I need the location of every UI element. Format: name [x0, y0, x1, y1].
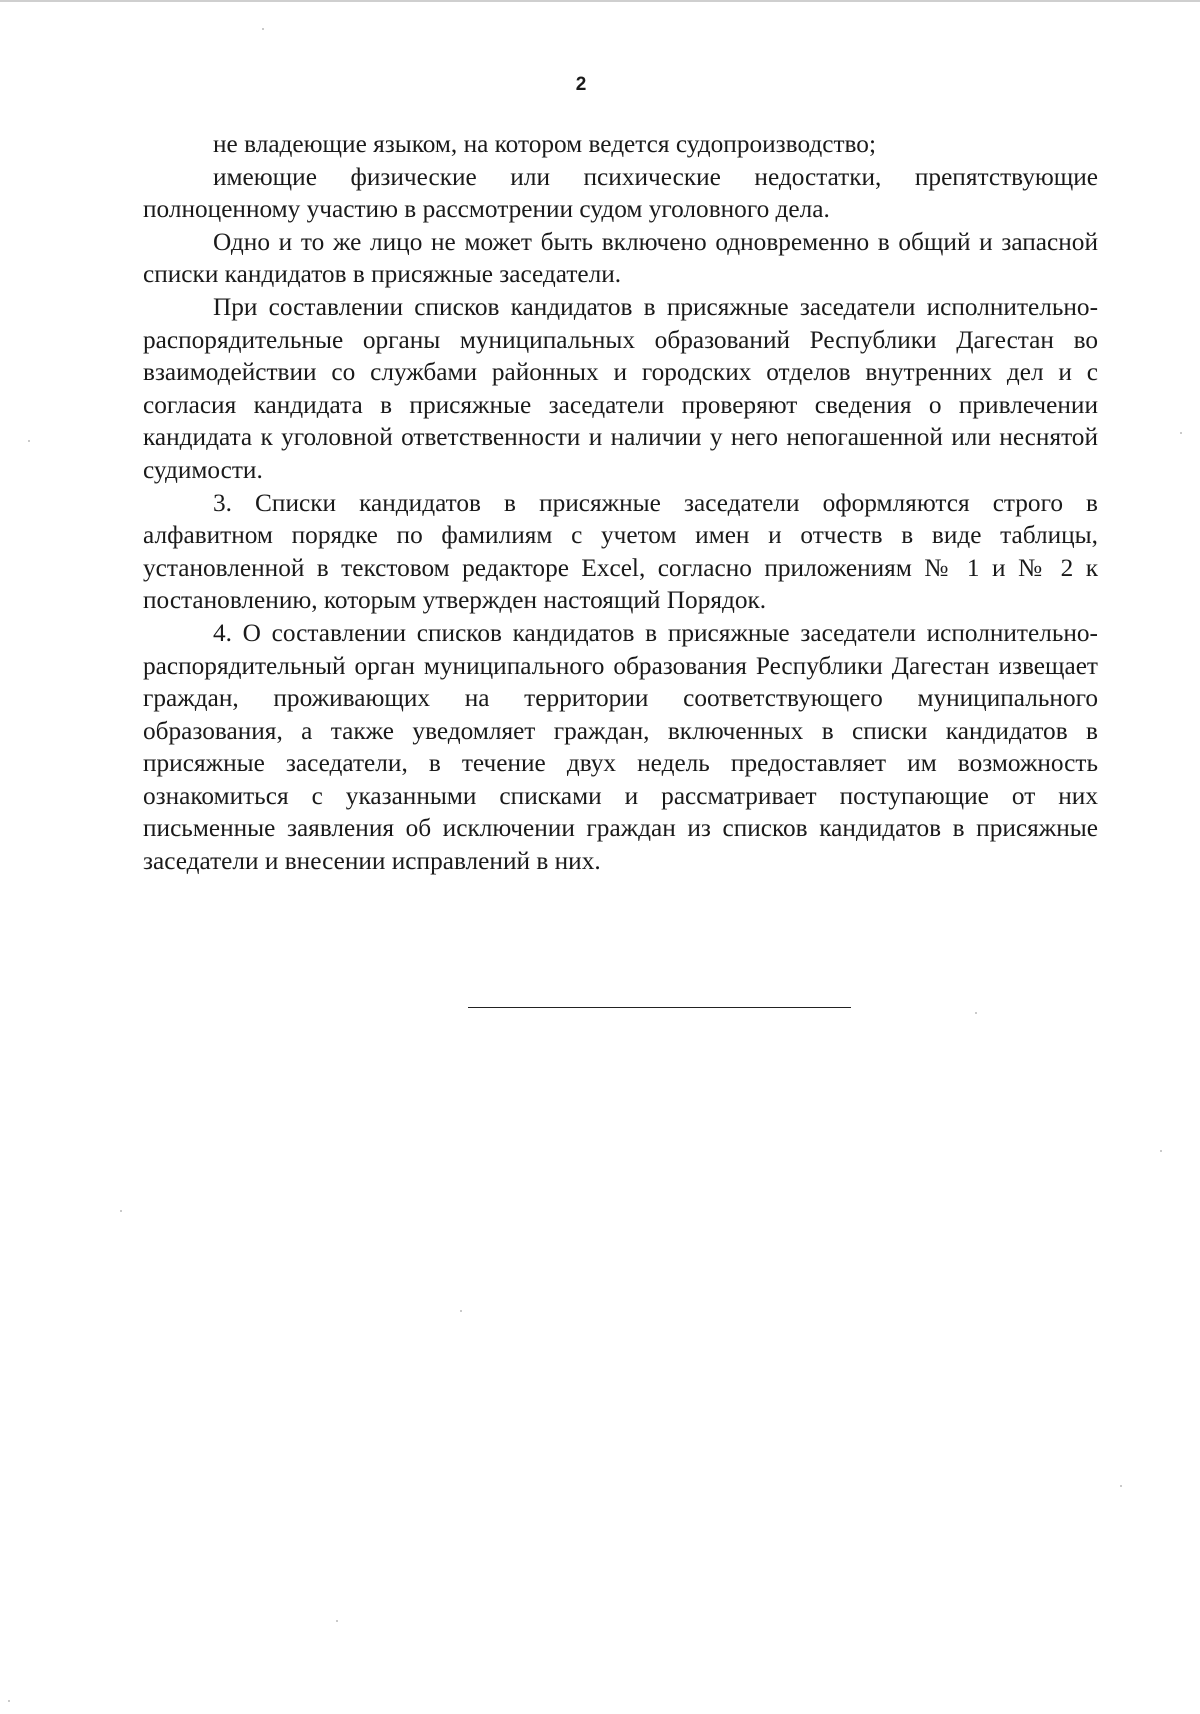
scan-speck [336, 1620, 338, 1622]
scan-speck [1180, 432, 1182, 434]
page-number: 2 [575, 74, 587, 95]
paragraph-single-list: Одно и то же лицо не может быть включено одновременно в общий и запасной списки кандидатов в присяжные заседатели. [143, 227, 1098, 289]
scan-speck [28, 440, 30, 442]
paragraph-language: не владеющие языком, на котором ведется судопроизводство; [213, 130, 876, 158]
scan-speck [460, 1310, 462, 1312]
scan-speck [1160, 1150, 1162, 1152]
paragraph-disabilities: имеющие физические или психические недостатки, препятствующие полноценному участию в рассмотрении судом уголовного дела. [143, 162, 1098, 224]
document-body [143, 128, 1098, 878]
paragraph-verification: При составлении списков кандидатов в присяжные заседатели исполнительно-распорядительные органы муниципальных образований Республики Дагестан во взаимодействии со службами районных и городских отделов внутренних дел и с согласия кандидата в присяжные заседатели проверяют сведения о привлечении кандидата к уголовной ответственности и наличии у него непогашенной или неснятой судимости. [143, 292, 1098, 484]
scan-speck [975, 1012, 977, 1014]
scan-speck [262, 28, 264, 30]
end-of-text-rule [468, 1007, 851, 1008]
scan-speck [120, 1210, 122, 1212]
paragraph-item-4: 4. О составлении списков кандидатов в присяжные заседатели исполнительно-распорядительный орган муниципального образования Республики Дагестан извещает граждан, проживающих на территории соответствующего муниципального образования, а также уведомляет граждан, включенных в списки кандидатов в присяжные заседатели, в течение двух недель предоставляет им возможность ознакомиться с указанными списками и рассматривает поступающие от них письменные заявления об исключении граждан из списков кандидатов в присяжные заседатели и внесении исправлений в них. [143, 618, 1098, 876]
paragraph-item-3: 3. Списки кандидатов в присяжные заседатели оформляются строго в алфавитном порядке по фамилиям с учетом имен и отчеств в виде таблицы, установленной в текстовом редакторе Excel, согласно приложениям № 1 и № 2 к постановлению, которым утвержден настоящий Порядок. [143, 488, 1098, 615]
scan-speck [8, 1700, 10, 1702]
scan-speck [1120, 1485, 1122, 1487]
scan-top-edge [0, 0, 1200, 2]
